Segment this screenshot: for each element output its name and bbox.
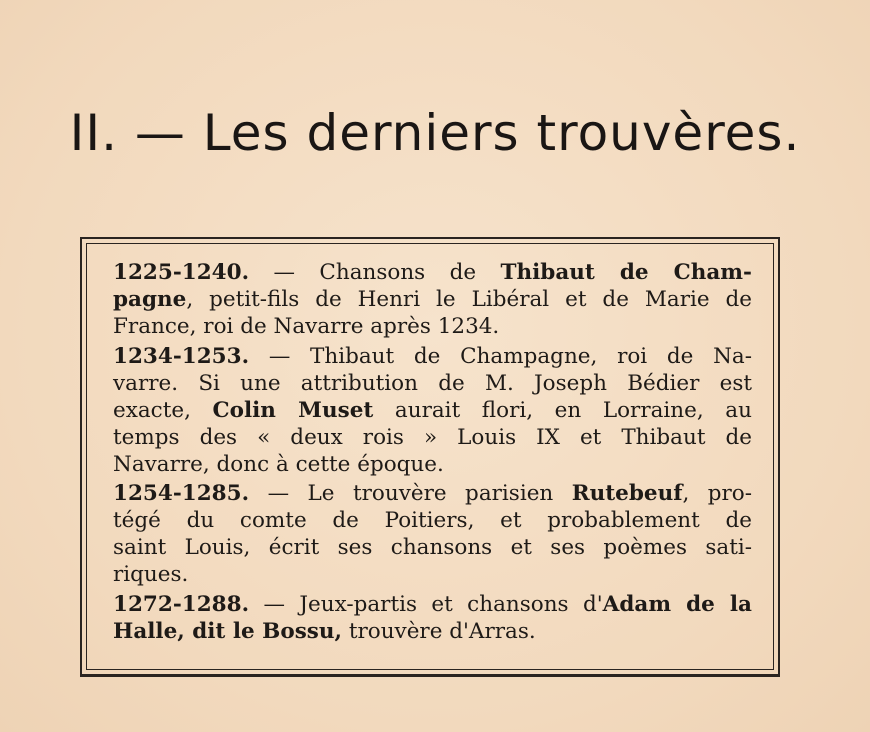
bold-text: 1254-1285.: [113, 481, 250, 506]
text: riques.: [113, 562, 189, 587]
text: — Le trouvère parisien: [249, 481, 572, 506]
entry-line: [113, 370, 752, 397]
entry-line: [113, 591, 752, 618]
text: France, roi de Navarre après 1234.: [113, 314, 500, 339]
text: saint Louis, écrit ses chansons et ses poèmes sati-: [113, 535, 752, 560]
bold-text: Rutebeuf: [571, 481, 683, 506]
chronology-entry: [113, 480, 752, 588]
entry-line: [113, 286, 752, 313]
text: tégé du comte de Poitiers, et probablement de: [113, 508, 752, 533]
bold-text: Thibaut de Cham-: [500, 260, 752, 285]
bold-text: Halle, dit le Bossu,: [113, 618, 343, 644]
entry-line: [113, 534, 752, 561]
chronology-entry: [113, 343, 752, 478]
text: — Thibaut de Champagne, roi de Na-: [249, 343, 752, 369]
chronology-entry: [113, 591, 752, 645]
entry-line: [113, 397, 752, 424]
entry-line: [113, 561, 752, 588]
chronology-entry: [113, 259, 752, 340]
bold-text: Adam de la: [602, 591, 752, 617]
text: , pro-: [682, 481, 753, 506]
text: varre. Si une attribution de M. Joseph Bédier est: [113, 370, 752, 396]
entry-line: [113, 343, 752, 370]
entry-line: [113, 424, 752, 451]
text: , petit-fils de Henri le Libéral et de Marie de: [186, 287, 752, 312]
bold-text: Colin Muset: [212, 397, 374, 423]
bold-text: 1225-1240.: [113, 260, 250, 285]
text: Navarre, donc à cette époque.: [113, 451, 444, 477]
text: temps des « deux rois » Louis IX et Thibaut de: [113, 424, 752, 450]
chronology-entries: [113, 259, 752, 647]
bold-text: 1272-1288.: [113, 591, 250, 617]
text: trouvère d'Arras.: [342, 618, 536, 644]
entry-line: [113, 480, 752, 507]
page-title: II. — Les derniers trouvères.: [69, 104, 801, 162]
bold-text: 1234-1253.: [113, 343, 250, 369]
entry-line: [113, 259, 752, 286]
bold-text: pagne: [113, 287, 187, 312]
text: — Jeux-partis et chansons d': [249, 591, 603, 617]
entry-line: [113, 451, 752, 478]
entry-line: [113, 618, 752, 645]
text: — Chansons de: [249, 260, 501, 285]
text: aurait flori, en Lorraine, au: [373, 397, 752, 423]
entry-line: [113, 313, 752, 340]
entry-line: [113, 507, 752, 534]
text: exacte,: [113, 397, 213, 423]
